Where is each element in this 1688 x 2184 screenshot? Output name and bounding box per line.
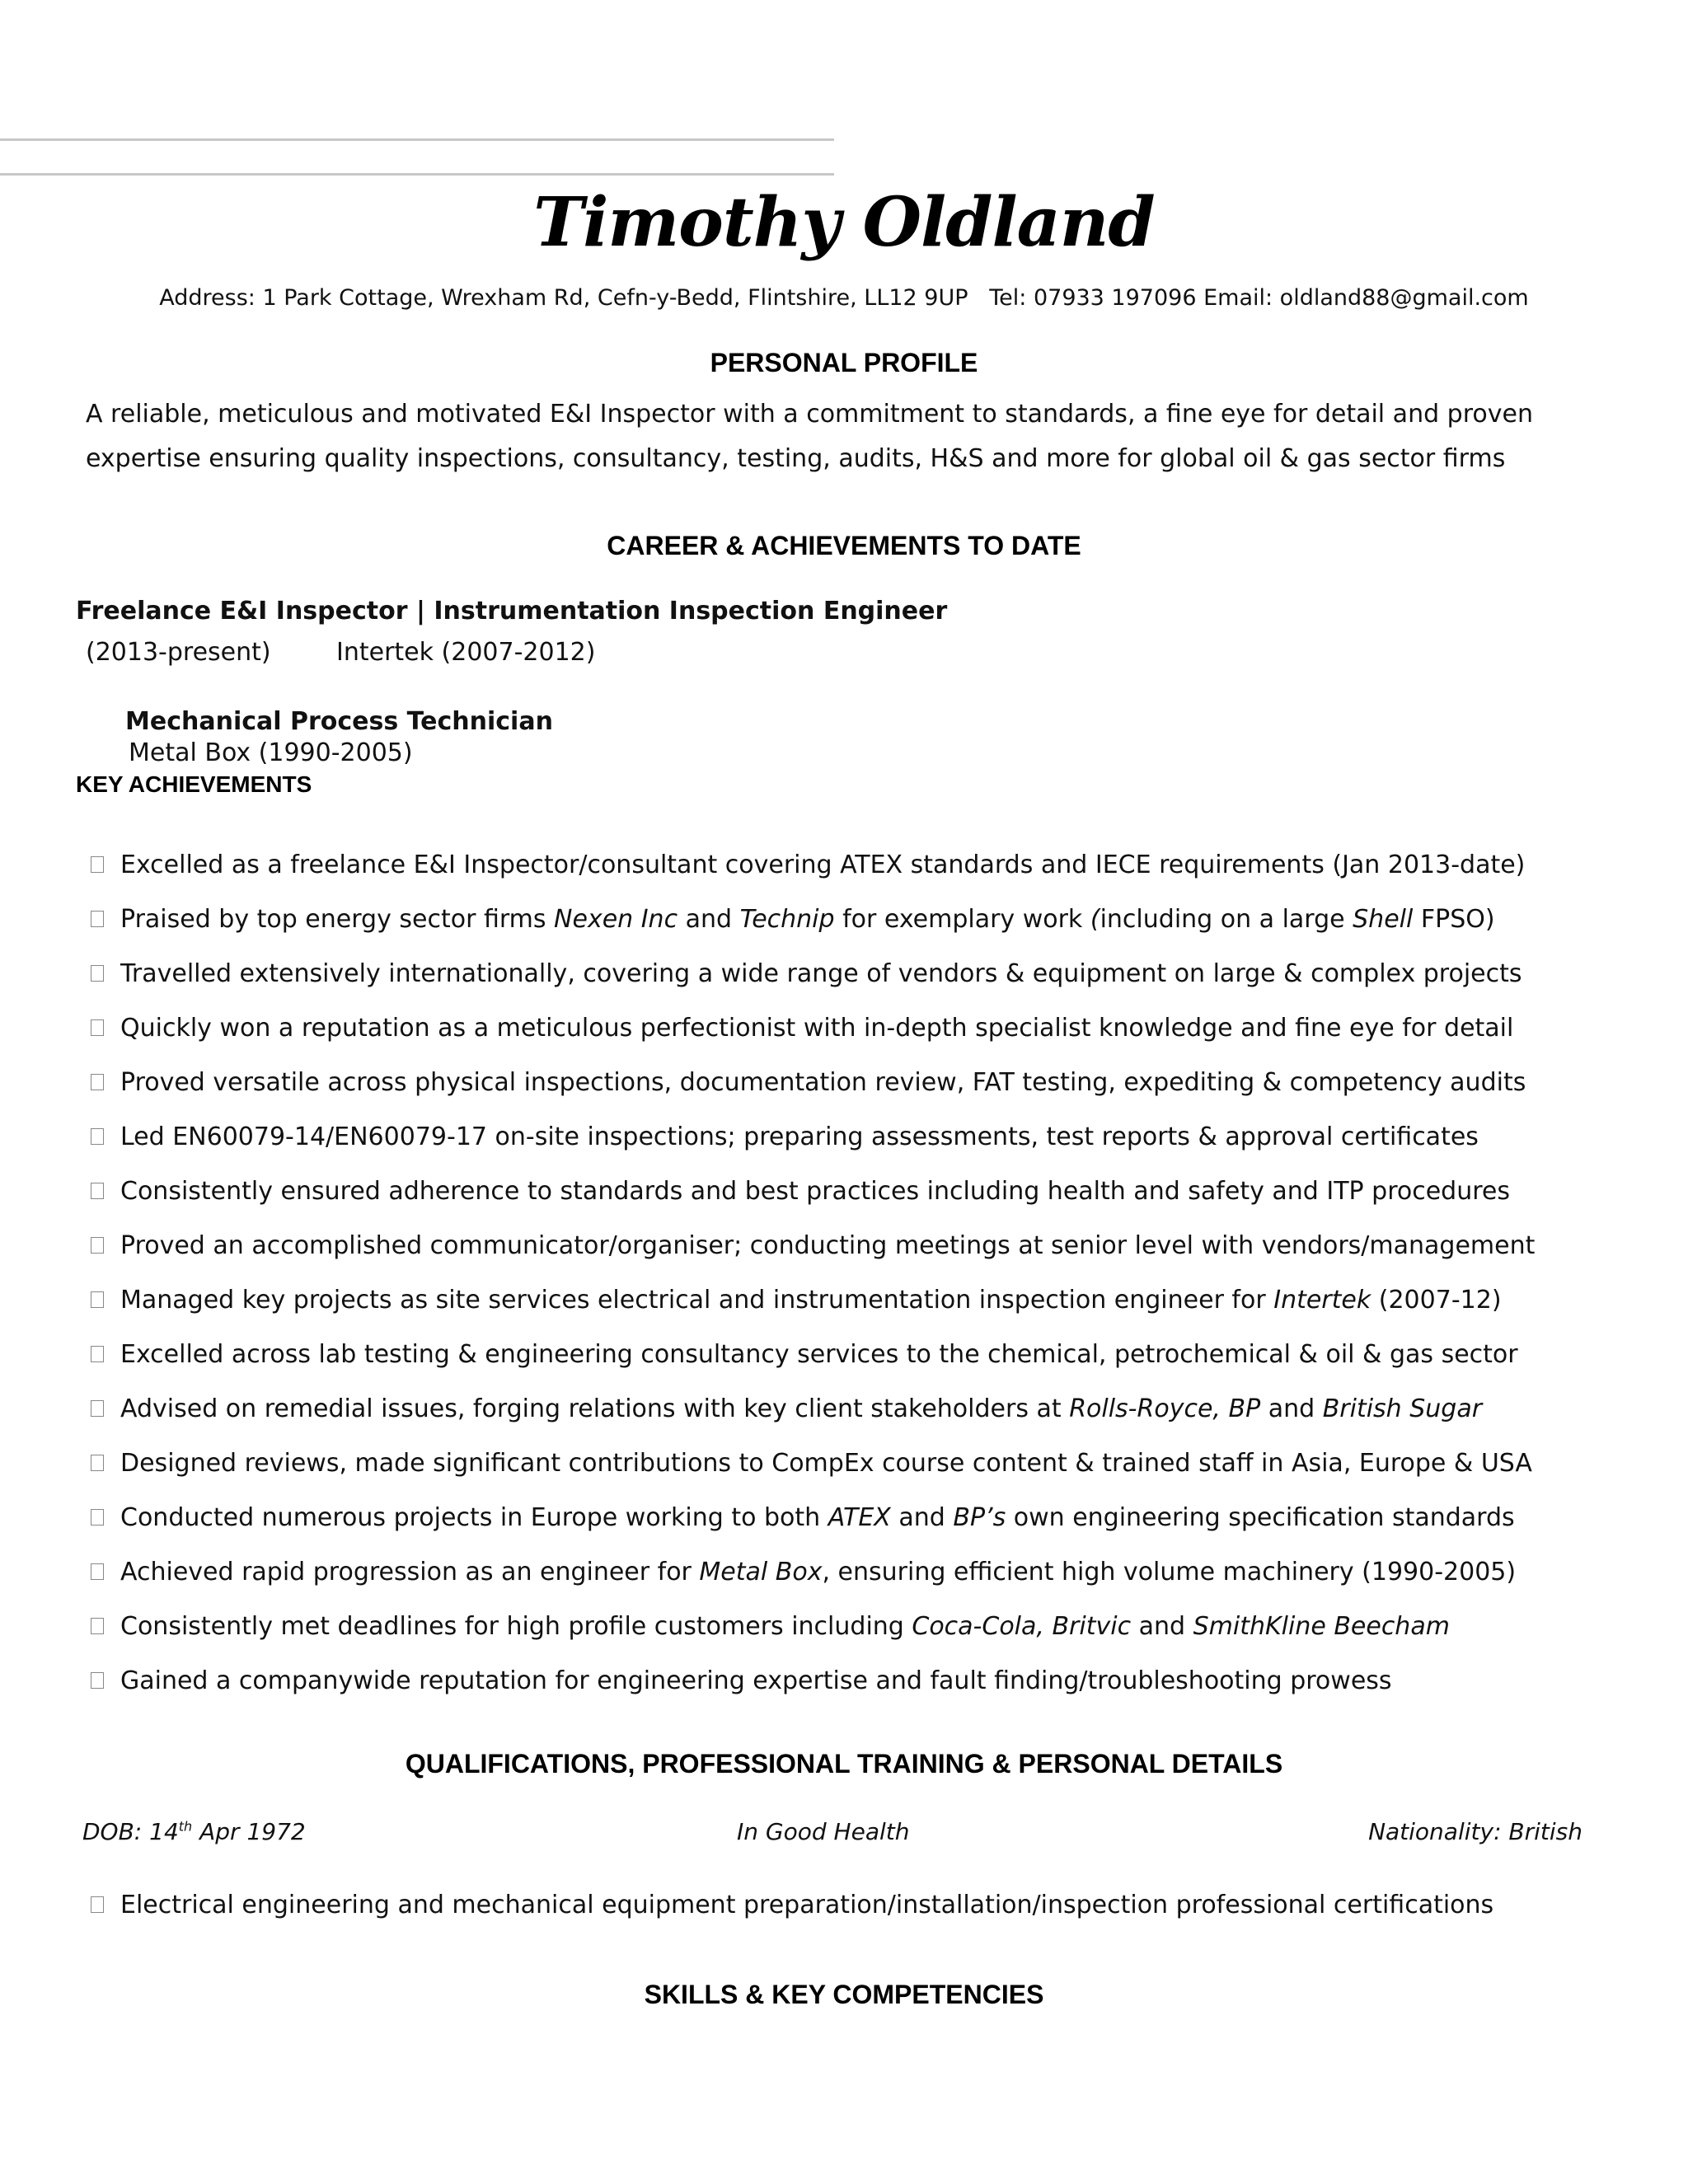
candidate-name: Timothy Oldland [533,183,1155,262]
role-dates-freelance: (2013-present) [86,638,271,667]
achievement-text-segment: Intertek [1273,1285,1372,1315]
achievement-text [120,1503,1515,1532]
achievement-text [120,905,1495,934]
achievement-item [91,1544,1640,1599]
achievement-text-segment: and [678,904,740,934]
achievement-item [91,1327,1640,1381]
profile-text: A reliable, meticulous and motivated E&I Inspector with a commitment to standards, a fine eye for detail and proven expertise ensuring quality inspections, consultancy, testing, audits, H&S and more for global oil & gas sector firms [86,400,1533,473]
checkbox-bullet-icon [91,1672,104,1689]
achievement-item [91,1001,1640,1055]
achievement-text-segment: and [1260,1394,1323,1423]
achievement-text-segment: Managed key projects as site services electrical and instrumentation inspection engineer for [120,1285,1274,1315]
checkbox-bullet-icon [91,1237,104,1254]
achievement-text-segment: Nexen Inc [554,904,678,934]
checkbox-bullet-icon [91,965,104,982]
qualification-text: Electrical engineering and mechanical equipment preparation/installation/inspection professional certifications [120,1890,1494,1919]
checkbox-bullet-icon [91,1509,104,1526]
profile-heading: PERSONAL PROFILE [710,348,978,377]
achievement-text [120,1394,1482,1423]
achievements-list [91,837,1640,1708]
checkbox-bullet-icon [91,1618,104,1634]
decorative-rule-top [0,138,834,141]
checkbox-bullet-icon [91,1128,104,1145]
achievement-text-segment: SmithKline Beecham [1193,1611,1450,1641]
achievement-item [91,1653,1640,1708]
achievement-item [91,1218,1640,1272]
checkbox-bullet-icon [91,1019,104,1036]
role-employer-intertek: Intertek (2007-2012) [336,638,596,667]
achievement-text [120,1558,1516,1586]
achievement-text-segment: ATEX [828,1502,891,1532]
achievement-item [91,1436,1640,1490]
achievement-item [91,837,1640,892]
achievement-text-segment: Excelled across lab testing & engineering consultancy services to the chemical, petrochemical & oil & gas sector [120,1339,1518,1369]
checkbox-bullet-icon [91,1400,104,1417]
role-employer-metalbox: Metal Box (1990-2005) [129,738,413,767]
achievement-text [120,1014,1513,1043]
achievement-text-segment: Designed reviews, made significant contributions to CompEx course content & trained staff in Asia, Europe & USA [120,1448,1532,1478]
achievement-text-segment: Consistently met deadlines for high profile customers including [120,1611,912,1641]
dob-prefix: DOB: 14 [82,1818,179,1845]
achievement-text [120,959,1522,988]
achievement-text [120,1177,1510,1206]
achievement-text-segment: Consistently ensured adherence to standards and best practices including health and safety and ITP procedures [120,1176,1510,1206]
achievement-text-segment: including on a large [1100,904,1353,934]
nationality: Nationality: British [1368,1818,1582,1845]
achievement-text [120,1666,1392,1695]
achievement-text-segment: ( [1090,904,1100,934]
achievement-item [91,1381,1640,1436]
dob [82,1818,306,1845]
checkbox-bullet-icon [91,1291,104,1308]
achievement-text [120,1449,1532,1478]
achievement-item [91,1055,1640,1109]
health-status: In Good Health [737,1818,910,1845]
checkbox-bullet-icon [91,1455,104,1471]
achievement-text-segment: Quickly won a reputation as a meticulous perfectionist with in-depth specialist knowledge and fine eye for detail [120,1013,1514,1043]
achievement-text-segment: FPSO) [1413,904,1495,934]
achievement-item [91,946,1640,1001]
checkbox-bullet-icon [91,1346,104,1362]
qualifications-heading: QUALIFICATIONS, PROFESSIONAL TRAINING & PERSONAL DETAILS [405,1749,1283,1779]
achievement-text-segment: Travelled extensively internationally, covering a wide range of vendors & equipment on large & complex projects [120,958,1522,988]
achievement-text-segment: Metal Box [699,1557,823,1586]
achievement-text-segment: Led EN60079-14/EN60079-17 on-site inspections; preparing assessments, test reports & approval certificates [120,1122,1479,1151]
achievement-text-segment: (2007-12) [1371,1285,1502,1315]
achievement-text [120,1122,1479,1151]
achievement-text-segment: BP’s [953,1502,1006,1532]
achievement-text [120,1286,1502,1315]
achievement-text [120,1068,1526,1097]
achievement-text-segment: Excelled as a freelance E&I Inspector/consultant covering ATEX standards and IECE requirements (Jan 2013-date) [120,850,1526,879]
achievement-text-segment: Coca-Cola, Britvic [912,1611,1132,1641]
achievement-text-segment: , ensuring efficient high volume machinery (1990-2005) [822,1557,1517,1586]
career-heading: CAREER & ACHIEVEMENTS TO DATE [607,531,1081,560]
achievement-item [91,892,1640,946]
key-achievements-heading: KEY ACHIEVEMENTS [76,771,312,797]
checkbox-bullet-icon [91,1074,104,1090]
dob-ordinal: th [178,1818,193,1835]
achievement-text-segment: own engineering specification standards [1006,1502,1515,1532]
achievement-text [120,1340,1518,1369]
achievement-text-segment: Praised by top energy sector firms [120,904,555,934]
dob-suffix: Apr 1972 [192,1818,306,1845]
achievement-text-segment: Rolls-Royce, BP [1069,1394,1261,1423]
achievement-text [120,1612,1450,1641]
achievement-text-segment: for exemplary work [834,904,1090,934]
achievement-item [91,1109,1640,1164]
contact-line: Address: 1 Park Cottage, Wrexham Rd, Cefn-y-Bedd, Flintshire, LL12 9UP Tel: 07933 197096 Email: oldland88@gmail.com [159,285,1529,311]
checkbox-bullet-icon [91,1563,104,1580]
achievement-item [91,1599,1640,1653]
role-title-technician: Mechanical Process Technician [125,707,553,736]
achievement-text-segment: Shell [1353,904,1414,934]
achievement-text-segment: and [890,1502,954,1532]
decorative-rule-bottom [0,173,834,176]
skills-heading: SKILLS & KEY COMPETENCIES [644,1980,1044,2009]
checkbox-bullet-icon [91,1896,104,1913]
achievement-text-segment: Conducted numerous projects in Europe working to both [120,1502,828,1532]
achievement-text-segment: Technip [739,904,835,934]
checkbox-bullet-icon [91,1183,104,1199]
achievement-text-segment: Advised on remedial issues, forging relations with key client stakeholders at [120,1394,1070,1423]
achievement-text [120,851,1525,879]
qualification-item [91,1877,1493,1932]
achievement-item [91,1272,1640,1327]
achievement-item [91,1164,1640,1218]
checkbox-bullet-icon [91,911,104,927]
achievement-text-segment: British Sugar [1322,1394,1483,1423]
achievement-text-segment: Proved an accomplished communicator/organiser; conducting meetings at senior level with vendors/management [120,1230,1536,1260]
checkbox-bullet-icon [91,856,104,873]
achievement-text-segment: Gained a companywide reputation for engineering expertise and fault finding/troubleshooting prowess [120,1666,1392,1695]
achievement-item [91,1490,1640,1544]
achievement-text [120,1231,1535,1260]
achievement-text-segment: Achieved rapid progression as an engineer for [120,1557,700,1586]
role-title-freelance: Freelance E&I Inspector | Instrumentation Inspection Engineer [76,597,948,626]
qualifications-list [91,1877,1493,1932]
achievement-text-segment: Proved versatile across physical inspections, documentation review, FAT testing, expediting & competency audits [120,1067,1526,1097]
achievement-text-segment: and [1131,1611,1193,1641]
